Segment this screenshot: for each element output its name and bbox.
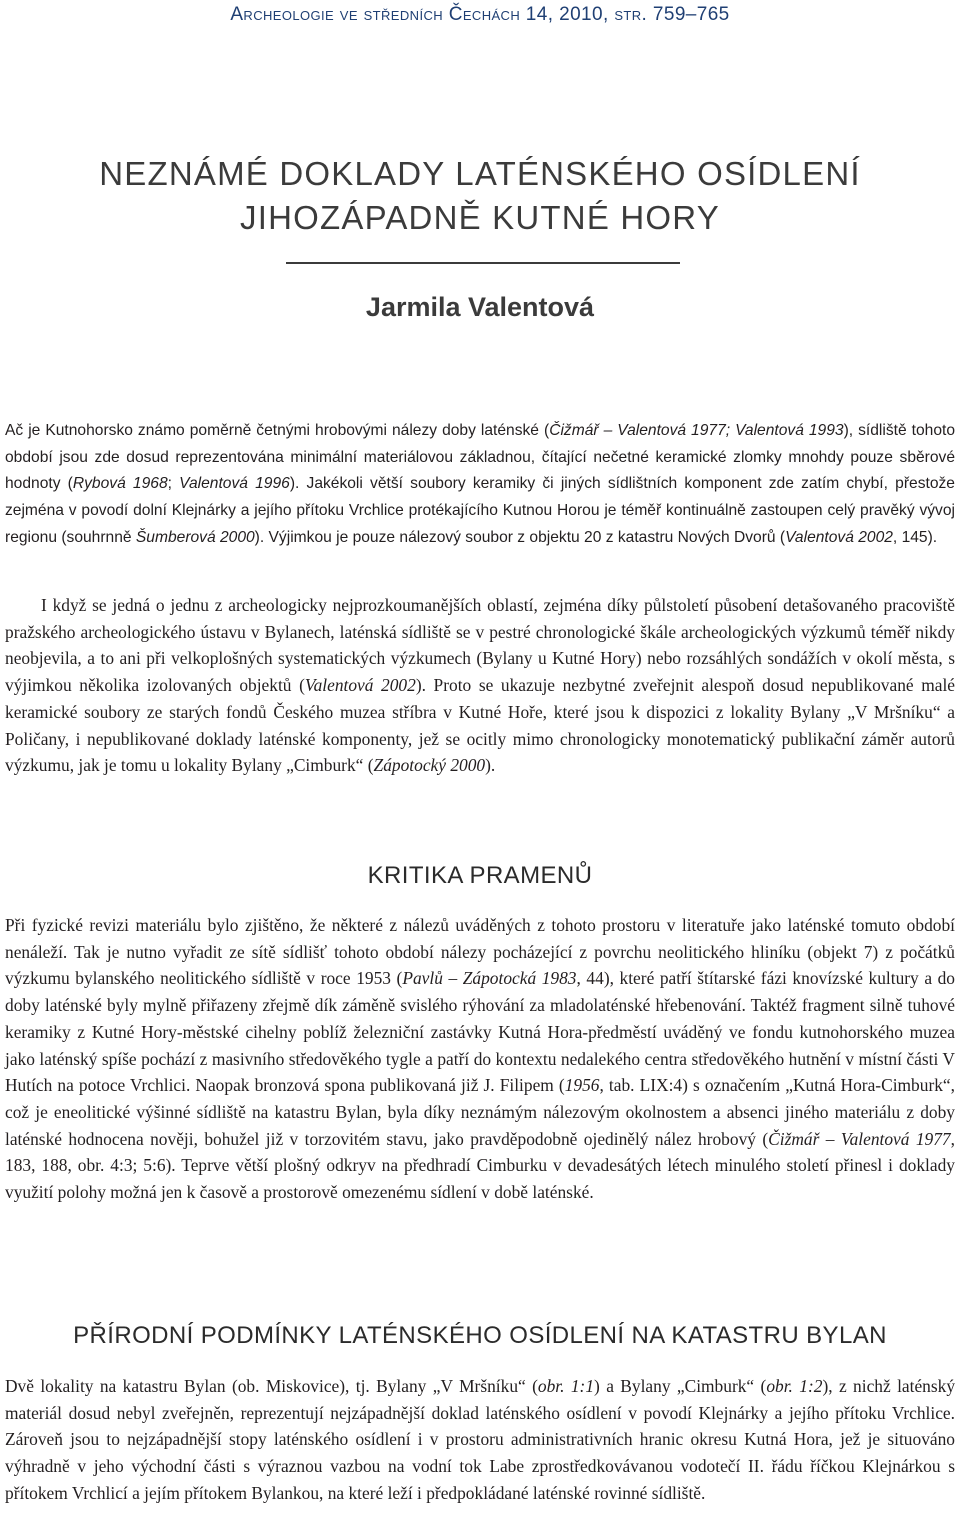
text-run: Dvě lokality na katastru Bylan (ob. Miskovice), tj. Bylany „V Mršníku“ ( <box>5 1376 538 1396</box>
article-title <box>0 152 960 240</box>
text-run: ), z nichž laténský materiál dosud nebyl zveřejněn, reprezentují nejzápadnější doklad laténského osídlení v povodí Klejnárky a jejího přítoku Vrchlice. Zároveň jsou to nejzápadnější stopy laténského osídlení i v prostoru administrativních hranic okresu Kutná Hora, jež je situováno výhradně v jeho východní části s výraznou vazbou na vodní tok Labe zprostředkovávanou vodotečí II. řádu říčkou Klejnárkou s přítokem Vrchlicí a jejím přítokem Bylankou, na které leží i předpokládané laténské rovinné sídliště. <box>5 1376 956 1503</box>
text-run: I když se jedná o jednu z archeologicky nejprozkoumanějších oblastí, zejména díky půlstoletí působení detašovaného pracoviště pražského archeologického ústavu v Bylanech, laténská sídliště se v pestré chronologické škále archeologických výzkumů téměř nikdy neobjevila, a to ani při velkoplošných systematických výzkumech (Bylany u Kutné Hory) nebo rozsáhlých sondážích v okolí města, s výjimkou několika izolovaných objektů ( <box>5 595 955 696</box>
text-run: ). Jakékoli větší soubory keramiky či jiných sídlištních komponent zde zatím chybí, přestože zejména v povodí dolní Klejnárky a jejího přítoku Vrchlice protékajícího Kutnou Horou je téměř kontinuálně zastoupen celý pravěký vývoj regionu (souhrnně <box>5 475 955 546</box>
text-run: ). <box>485 755 496 776</box>
text-run: , 183, 188, obr. 4:3; 5:6). Teprve větší plošný odkryv na předhradí Cimburku v devadesátých létech minulého století přinesl i doklady využití polohy možná jen k časově a prostorově omezenému sídlení v době laténské. <box>5 1128 955 1203</box>
citation: Zápotocký 2000 <box>373 755 486 776</box>
running-head: Archeologie ve středních Čechách 14, 2010, str. 759–765 <box>230 4 730 25</box>
article-title-line-2: JIHOZÁPADNĚ KUTNÉ HORY <box>240 199 720 236</box>
text-run: , 44), které patří štítarské fázi knovízské kultury a do doby laténské byly mylně přiřazeny zřejmě dík záměně svislého rýhování za mladolaténské hřebenování. Taktéž fragment silně tuhové keramiky z Kutné Hory-městské cihelny poblíž železniční zastávky Kutná Hora-předměstí uváděný ve fondu kutnohorského muzea jako laténský spíše pochází z masivního středověkého tygle a patří do kontextu nedalekého centra středověkého hutnění v místní části V Hutích na potoce Vrchlici. Naopak bronzová spona publikovaná již J. Filipem ( <box>5 968 955 1096</box>
text-run: ). Výjimkou je pouze nálezový soubor z objektu 20 z katastru Nových Dvorů ( <box>254 528 786 546</box>
citation: Valentová 2002 <box>785 528 893 546</box>
text-run: , 145). <box>892 528 938 546</box>
text-run: ). Proto se ukazuje nezbytné zveřejnit alespoň dosud nepublikované malé keramické soubory ze starých fondů Českého muzea stříbra v Kutné Hoře, které jsou k dispozici z lokality Bylany „V Mršníku“ a Poličany, i nepublikované doklady laténské komponenty, jež se ocitly mimo chronologicky monotematický publikační záměr autorů výzkumu, jak je tomu u lokality Bylany „Cimburk“ ( <box>5 675 955 776</box>
citation: Valentová 2002 <box>304 675 416 696</box>
text-run: ; <box>167 475 180 493</box>
intro-paragraph <box>5 592 955 779</box>
citation: Valentová 1996 <box>179 475 290 493</box>
figure-reference: obr. 1:1 <box>537 1376 595 1396</box>
citation: Pavlů – Zápotocká 1983 <box>402 968 577 989</box>
title-divider <box>286 262 680 264</box>
section-heading-prirodni-podminky: PŘÍRODNÍ PODMÍNKY LATÉNSKÉHO OSÍDLENÍ NA KATASTRU BYLAN <box>73 1322 887 1349</box>
section-prirodni-paragraph <box>5 1373 955 1507</box>
abstract-paragraph <box>5 418 955 552</box>
section-kritika-paragraph <box>5 912 955 1206</box>
citation: Rybová 1968 <box>72 475 168 493</box>
text-run: ) a Bylany „Cimburk“ ( <box>594 1376 767 1396</box>
article-title-line-1: NEZNÁMÉ DOKLADY LATÉNSKÉHO OSÍDLENÍ <box>99 155 861 192</box>
section-heading-kritika-pramenu: KRITIKA PRAMENŮ <box>367 862 593 889</box>
figure-reference: obr. 1:2 <box>766 1376 823 1396</box>
text-run: ), sídliště tohoto období jsou zde dosud reprezentována minimální materiálovou základnou, čítající nečetné keramické zlomky mnohdy pouze sběrové hodnoty ( <box>5 422 956 493</box>
text-run: , tab. LIX:4) s označením „Kutná Hora-Cimburk“, což je eneolitické výšinné sídliště na katastru Bylan, byla díky neznámým nálezovým okolnostem a absenci jiného materiálu z doby laténské hodnocena nověji, bohužel již v torzovitém stavu, jako pravděpodobně ojedinělý nález hrobový ( <box>5 1075 955 1149</box>
author-name: Jarmila Valentová <box>365 292 595 322</box>
citation: 1956 <box>564 1075 600 1096</box>
text-run: Ač je Kutnohorsko známo poměrně četnými hrobovými nálezy doby laténské ( <box>5 422 550 439</box>
text-run: Při fyzické revizi materiálu bylo zjištěno, že některé z nálezů uváděných z tohoto prostoru v literatuře jako laténské tomuto období nenáleží. Tak je nutno vyřadit ze sítě sídlišť tohoto období nálezy pocházející z povrchu neolitického hliníku (objekt 7) z počátků výzkumu bylanského neolitického sídliště v roce 1953 ( <box>5 915 955 989</box>
citation: Čižmář – Valentová 1977; Valentová 1993 <box>549 422 844 439</box>
citation: Čižmář – Valentová 1977 <box>768 1128 951 1149</box>
citation: Šumberová 2000 <box>135 528 255 546</box>
